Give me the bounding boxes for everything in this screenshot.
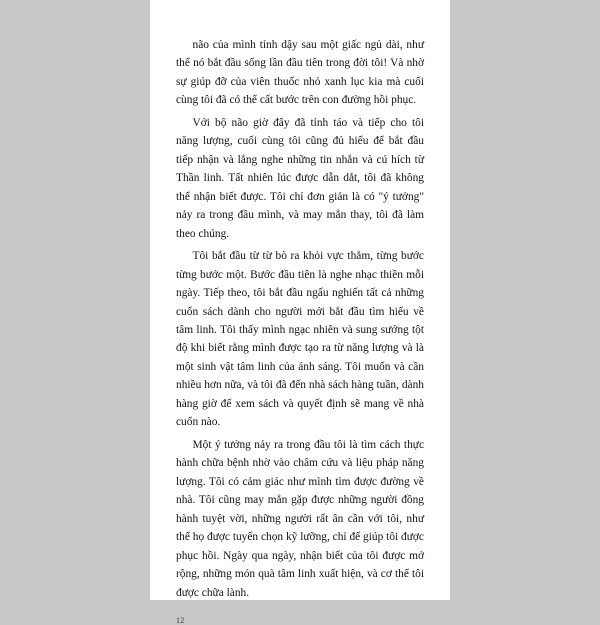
book-page	[150, 0, 450, 625]
paragraph: não của mình tỉnh dậy sau một giấc ngủ dài, như thể nó bắt đầu sống lần đầu tiên trong đời tôi! Và nhờ sự giúp đỡ của viên thuốc nhỏ xanh lục kia mà cuối cùng tôi đã có thể cất bước trên con đường hồi phục.	[176, 39, 424, 107]
paragraph: Tôi bắt đầu từ từ bò ra khỏi vực thẳm, từng bước từng bước một. Bước đầu tiên là nghe nhạc thiền mỗi ngày. Tiếp theo, tôi bắt đầu ngấu nghiến tất cả những cuốn sách dành cho người mới bắt đầu tìm hiểu về tâm linh. Tôi thấy mình ngạc nhiên và sung sướng tột độ khi biết rằng mình được tạo ra từ năng lượng và là một sinh vật tâm linh của ánh sáng. Tôi muốn và cần nhiều hơn nữa, và tôi đã đến nhà sách hàng tuần, dành hàng giờ để xem sách và quyết định sẽ mang về nhà cuốn nào.	[176, 250, 424, 429]
page-number: 12	[176, 616, 185, 625]
paragraph: Với bộ não giờ đây đã tỉnh táo và tiếp cho tôi năng lượng, cuối cùng tôi cũng đủ hiểu để bắt đầu tiếp nhận và lắng nghe những tin nhắn và cú hích từ Thần linh. Tất nhiên lúc được dẫn dắt, tôi đã không thể nhận biết được. Tôi chỉ đơn giản là có "ý tưởng" nảy ra trong đầu mình, và may mắn thay, tôi đã làm theo chúng.	[176, 116, 424, 240]
page-body-text	[176, 36, 424, 606]
paragraph: Một ý tưởng nảy ra trong đầu tôi là tìm cách thực hành chữa bệnh nhờ vào châm cứu và liệu pháp năng lượng. Tôi có cảm giác như mình tìm được đường về nhà. Tôi cũng may mắn gặp được những người đồng hành tuyệt vời, những người rất ân cần với tôi, như thể họ được tuyển chọn kỹ lưỡng, chỉ để giúp tôi được phục hồi. Ngày qua ngày, nhận biết của tôi được mở rộng, những món quà tâm linh xuất hiện, và cơ thể tôi được chữa lành.	[176, 438, 424, 599]
